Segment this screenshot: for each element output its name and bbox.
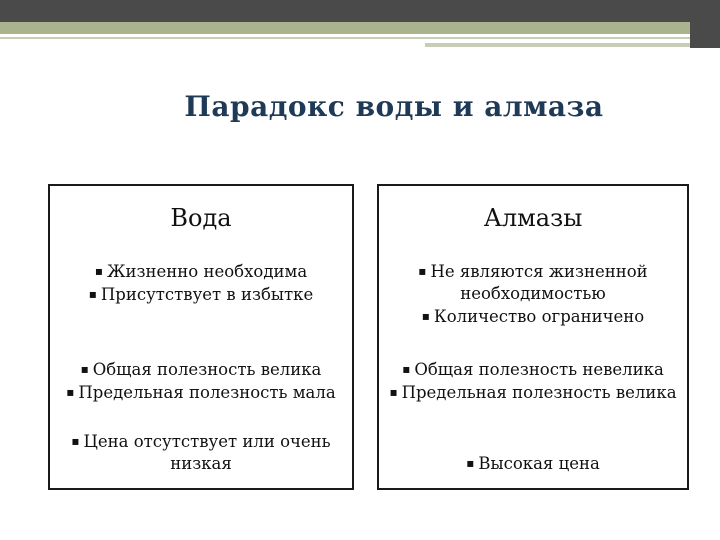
list-item-continuation: необходимостью [460,284,606,303]
list-item [50,358,352,381]
water-group-2 [50,358,352,404]
decor-line [0,37,690,39]
bullet-icon: ▪ [80,362,89,376]
diamonds-group-2 [379,358,687,404]
list-item-text: Цена отсутствует или очень [83,432,331,451]
water-group-3 [50,430,352,475]
bullet-icon: ▪ [88,287,97,301]
list-item-text: Высокая цена [478,454,600,473]
slide-title: Парадокс воды и алмаза [184,90,604,123]
list-item-text: Предельная полезность мала [78,383,336,402]
list-item [50,430,352,453]
bullet-icon: ▪ [94,264,103,278]
list-item [50,260,352,283]
bullet-icon: ▪ [402,362,411,376]
list-item [379,358,687,381]
list-item-text: Не являются жизненной [430,262,648,281]
list-item-text: Общая полезность невелика [414,360,664,379]
list-item [379,381,687,404]
bullet-icon: ▪ [71,434,80,448]
diamonds-group-1 [379,260,687,328]
list-item [379,452,687,475]
bullet-icon: ▪ [421,309,430,323]
bullet-icon: ▪ [466,456,475,470]
list-item-text: Общая полезность велика [92,360,322,379]
top-bar-dark [0,0,720,22]
top-bar-green [0,22,720,34]
list-item [50,283,352,306]
list-item-text: Жизненно необходима [106,262,308,281]
bullet-icon: ▪ [66,385,75,399]
diamonds-panel [377,184,689,490]
list-item [379,305,687,328]
bullet-icon: ▪ [389,385,398,399]
list-item-continuation: низкая [170,454,232,473]
diamonds-heading: Алмазы [483,204,583,232]
water-heading: Вода [170,204,232,232]
list-item [379,260,687,283]
list-item [50,381,352,404]
water-panel [48,184,354,490]
diamonds-group-3 [379,452,687,475]
list-item-text: Количество ограничено [433,307,645,326]
list-item-text: Присутствует в избытке [100,285,314,304]
water-group-1 [50,260,352,306]
list-item-text: Предельная полезность велика [401,383,677,402]
decor-line-short [425,43,690,47]
top-bar-corner [690,0,720,48]
bullet-icon: ▪ [418,264,427,278]
